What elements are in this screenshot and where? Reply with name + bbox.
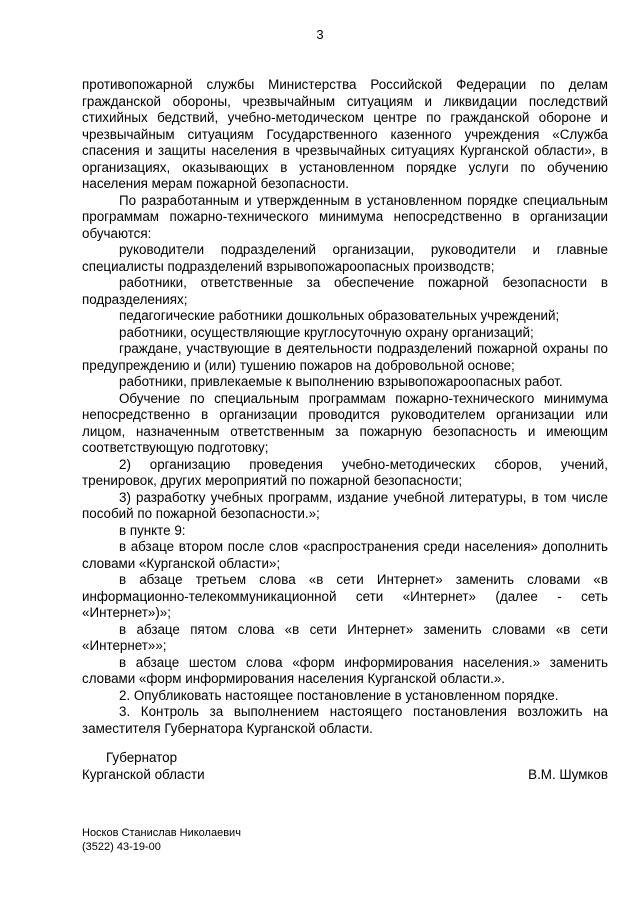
body-text xyxy=(82,77,608,737)
contact-phone: (3522) 43-19-00 xyxy=(82,841,161,853)
paragraph: в абзаце третьем слова «в сети Интернет» заменить словами «в информационно-телекоммуникационной сети «Интернет» (далее - сеть «Интернет»)»; xyxy=(82,572,608,620)
paragraph: работники, осуществляющие круглосуточную охрану организаций; xyxy=(119,324,534,340)
paragraph: 3. Контроль за выполнением настоящего постановления возложить на заместителя Губернатора Курганской области. xyxy=(82,704,608,736)
paragraph: Обучение по специальным программам пожарно-технического минимума непосредственно в организации проводится руководителем организации или лицом, назначенным ответственным за пожарную безопасность и имеющим соответствующую подготовку; xyxy=(82,390,608,455)
paragraph: По разработанным и утвержденным в установленном порядке специальным программам пожарно-технического минимума непосредственно в организации обучаются: xyxy=(82,192,608,241)
paragraph: в абзаце втором после слов «распространения среди населения» дополнить словами «Курганской области»; xyxy=(82,539,608,571)
paragraph: педагогические работники дошкольных образовательных учреждений; xyxy=(119,308,560,323)
paragraph: 2. Опубликовать настоящее постановление в установленном порядке. xyxy=(119,687,559,703)
paragraph: противопожарной службы Министерства Российской Федерации по делам гражданской обороны, чрезвычайным ситуациям и ликвидации последствий стихийных бедствий, учебно-методическом центре по гражданской обороне и чрезвычайным ситуациям Государственного казенного учреждения «Служба спасения и защиты населения в чрезвычайных ситуациях Курганской области», в организациях, оказывающих в установленном порядке услуги по обучению населения мерам пожарной безопасности. xyxy=(82,77,608,191)
page-number: 3 xyxy=(316,27,324,42)
paragraph: в абзаце пятом слова «в сети Интернет» заменить словами «в сети «Интернет»»; xyxy=(82,621,608,653)
paragraph: руководители подразделений организации, руководители и главные специалисты подразделений взрывопожароопасных производств; xyxy=(82,242,608,274)
signatory-name: В.М. Шумков xyxy=(528,767,608,782)
signature-block xyxy=(82,749,608,783)
paragraph: в пункте 9: xyxy=(119,522,186,538)
paragraph: 2) организацию проведения учебно-методических сборов, учений, тренировок, других мероприятий по пожарной безопасности; xyxy=(82,456,608,488)
paragraph: 3) разработку учебных программ, издание учебной литературы, в том числе пособий по пожарной безопасности.»; xyxy=(82,489,608,521)
paragraph: работники, ответственные за обеспечение пожарной безопасности в подразделениях; xyxy=(82,275,608,307)
contact-block xyxy=(82,826,241,854)
signature-row xyxy=(82,766,608,783)
paragraph: в абзаце шестом слова «форм информирования населения.» заменить словами «форм информирования населения Курганской области.». xyxy=(82,654,608,686)
paragraph: граждане, участвующие в деятельности подразделений пожарной охраны по предупреждению и (или) тушению пожаров на добровольной основе; xyxy=(82,341,608,373)
signature-title: Губернатор xyxy=(106,750,178,765)
signature-region: Курганской области xyxy=(82,767,205,782)
paragraph: работники, привлекаемые к выполнению взрывопожароопасных работ. xyxy=(119,374,563,389)
contact-name: Носков Станислав Николаевич xyxy=(82,827,241,839)
